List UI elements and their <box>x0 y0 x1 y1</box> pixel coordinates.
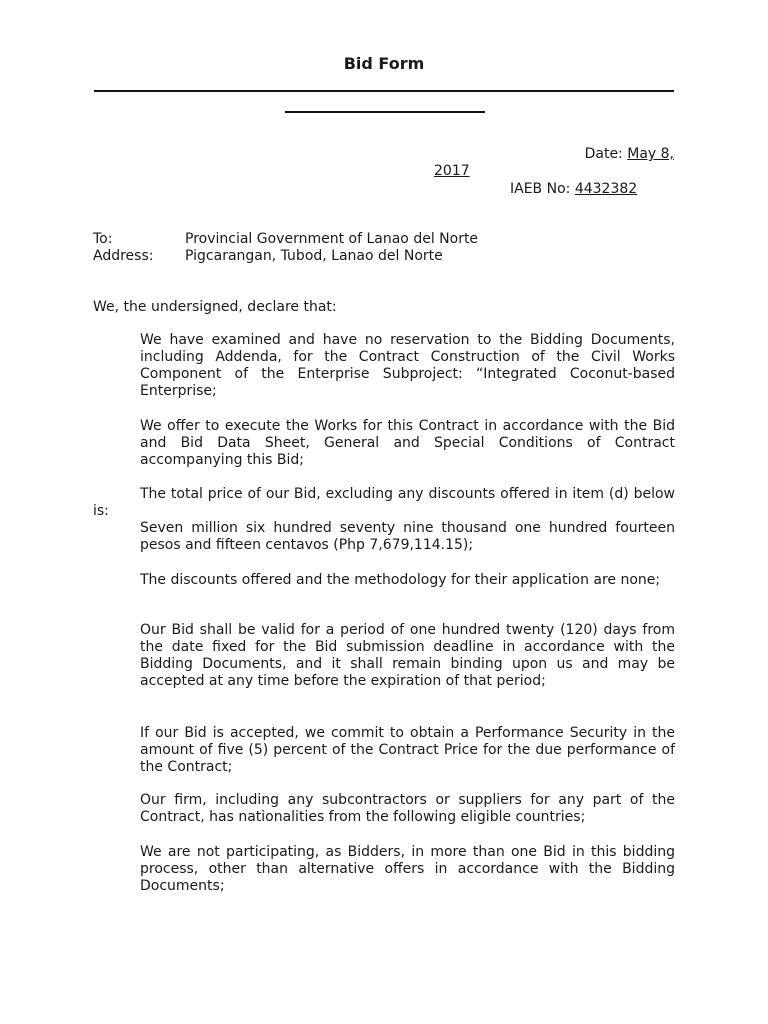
date-value-part1: May 8, <box>627 146 674 162</box>
addressee-block <box>93 231 478 265</box>
declaration-text: We, the undersigned, declare that: <box>93 299 337 315</box>
clause-single-bid: We are not participating, as Bidders, in more than one Bid in this bidding process, other than alternative offers in accordance with the Bidding Documents; <box>140 844 675 894</box>
iaeb-number <box>510 181 637 197</box>
iaeb-value: 4432382 <box>574 181 638 197</box>
clause-total-price: The total price of our Bid, excluding any discounts offered in item (d) below is: <box>93 486 675 519</box>
to-value: Provincial Government of Lanao del Norte <box>185 231 479 247</box>
address-label: Address: <box>93 248 154 264</box>
date-value-part2: 2017 <box>434 163 470 179</box>
clause-price-in-words: Seven million six hundred seventy nine thousand one hundred fourteen pesos and fifteen centavos (Php 7,679,114.15); <box>140 520 675 553</box>
date-label: Date: <box>584 146 623 162</box>
iaeb-label: IAEB No: <box>510 181 571 197</box>
clause-validity: Our Bid shall be valid for a period of one hundred twenty (120) days from the date fixed for the Bid submission deadline in accordance with the Bidding Documents, and it shall remain binding upon us and may be accepted at any time before the expiration of that period; <box>140 622 675 689</box>
title-underline-short <box>285 111 485 113</box>
document-title: Bid Form <box>343 54 425 73</box>
clause-performance-security: If our Bid is accepted, we commit to obtain a Performance Security in the amount of five (5) percent of the Contract Price for the due performance of the Contract; <box>140 725 675 775</box>
clause-nationalities: Our firm, including any subcontractors or suppliers for any part of the Contract, has nationalities from the following eligible countries; <box>140 792 675 825</box>
to-label: To: <box>93 231 113 247</box>
address-value: Pigcarangan, Tubod, Lanao del Norte <box>185 248 443 264</box>
clause-offer: We offer to execute the Works for this Contract in accordance with the Bid and Bid Data Sheet, General and Special Conditions of Contract accompanying this Bid; <box>140 418 675 468</box>
clause-discounts: The discounts offered and the methodology for their application are none; <box>140 572 661 588</box>
clause-examined: We have examined and have no reservation to the Bidding Documents, including Addenda, for the Contract Construction of the Civil Works Component of the Enterprise Subproject: “Integrated Coconut-based Enterprise; <box>140 332 675 399</box>
date-block <box>434 146 674 180</box>
title-underline-long <box>94 90 674 92</box>
